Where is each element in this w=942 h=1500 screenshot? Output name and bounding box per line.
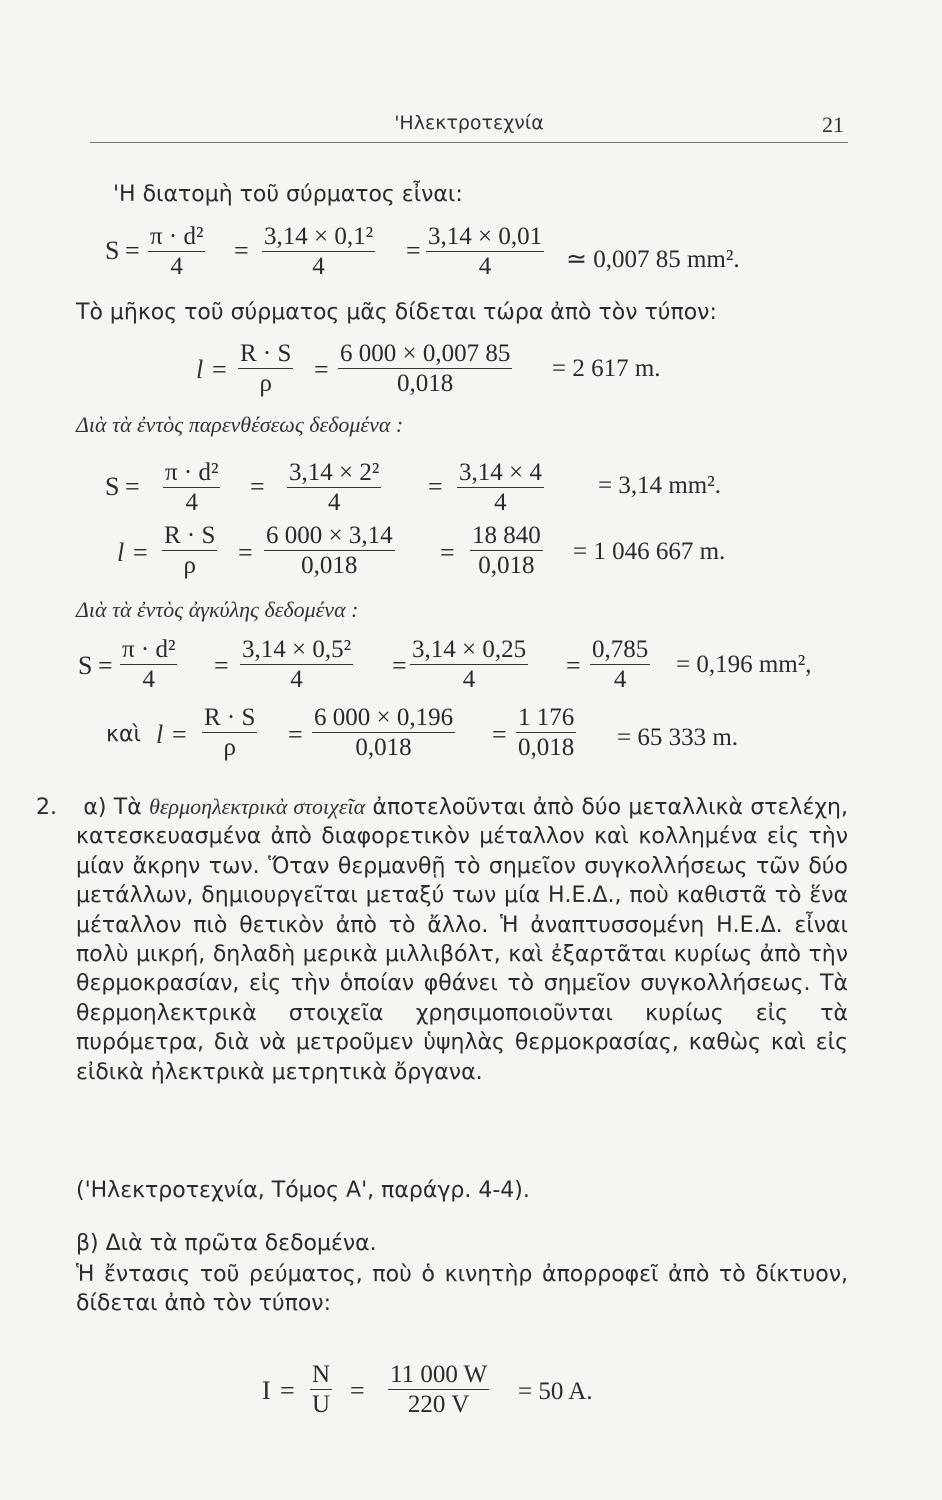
eq-result: = 3,14 mm². [598, 472, 721, 499]
eq-result: = 2 617 m. [552, 355, 661, 382]
eq-lhs: S [105, 236, 120, 265]
parenthesis-data-heading: Διὰ τὰ ἐντὸς παρενθέσεως δεδομένα : [76, 412, 404, 437]
eq-lhs: l [117, 538, 125, 567]
fraction: 3,14 × 4 4 [459, 459, 542, 516]
eq-result: = 65 333 m. [617, 724, 739, 751]
page-number: 21 [822, 112, 844, 137]
length-intro: Τὸ μῆκος τοῦ σύρματος μᾶς δίδεται τώρα ἀπὸ τὸν τύπον: [76, 300, 717, 325]
part-a-term: θερμοηλεκτρικὰ στοιχεῖα [149, 794, 366, 819]
fraction: 6 000 × 0,196 0,018 [314, 704, 454, 761]
eq-lhs: S [78, 651, 93, 680]
page-header [90, 112, 848, 143]
eq-result: = 1 046 667 m. [573, 538, 726, 565]
fraction: π · d² 4 [122, 636, 176, 693]
fraction: R · S ρ [204, 704, 256, 761]
eq-lhs: S [105, 472, 120, 501]
fraction: π · d² 4 [150, 223, 204, 280]
bracket-data-heading: Διὰ τὰ ἐντὸς ἀγκύλης δεδομένα : [76, 597, 359, 622]
fraction: 18 840 0,018 [472, 522, 541, 579]
eq-lhs: l [196, 355, 204, 384]
fraction: 3,14 × 0,1² 4 [264, 223, 374, 280]
fraction: 3,14 × 2² 4 [289, 459, 380, 516]
eq-result: ≃ 0,007 85 mm². [566, 246, 740, 273]
fraction: 3,14 × 0,5² 4 [242, 636, 352, 693]
fraction: R · S ρ [240, 340, 292, 397]
fraction: 11 000 W 220 V [390, 1361, 488, 1418]
part-a-label: α) [83, 795, 107, 820]
eq-result: = 0,196 mm², [676, 651, 812, 678]
fraction: 6 000 × 3,14 0,018 [266, 522, 393, 579]
part-b-heading: β) Διὰ τὰ πρῶτα δεδομένα. [76, 1231, 377, 1256]
fraction: 6 000 × 0,007 85 0,018 [340, 340, 511, 397]
problem-2-part-a [36, 792, 848, 1087]
fraction: 1 176 0,018 [518, 704, 575, 761]
part-a-pre: Τὰ [113, 795, 142, 820]
fraction: 3,14 × 0,01 4 [428, 223, 543, 280]
fraction: 3,14 × 0,25 4 [412, 636, 527, 693]
part-b-body: Ἡ ἔντασις τοῦ ρεύματος, ποὺ ὁ κινητὴρ ἀπορροφεῖ ἀπὸ τὸ δίκτυον, δίδεται ἀπὸ τὸν τύπον: [76, 1262, 848, 1317]
eq-lhs: I [262, 1376, 271, 1405]
fraction: π · d² 4 [165, 459, 219, 516]
fraction: 0,785 4 [592, 636, 649, 693]
part-a-body: ἀποτελοῦνται ἀπὸ δύο μεταλλικὰ στελέχη, κατεσκευασμένα ἀπὸ διαφορετικὸν μέταλλον καὶ κολλημένα εἰς τὴν μίαν ἄκρην των. Ὅταν θερμανθῇ τὸ σημεῖον συγκολλήσεως τῶν δύο μετάλλων, δημιουργεῖται μεταξύ των μία Η.Ε.Δ., ποὺ καθιστᾶ τὸ ἕνα μέταλλον πιὸ θετικὸν ἀπὸ τὸ ἄλλο. Ἡ ἀναπτυσσομένη Η.Ε.Δ. εἶναι πολὺ μικρή, δηλαδὴ μερικὰ μιλλιβόλτ, καὶ ἐξαρτᾶται κυρίως ἀπὸ τὴν θερμοκρασίαν, εἰς τὴν ὁποίαν φθάνει τὸ σημεῖον συγκολλήσεως. Τὰ θερμοηλεκτρικὰ στοιχεῖα χρησιμοποιοῦνται κυρίως εἰς τὰ πυρόμετρα, διὰ νὰ μετροῦμεν ὑψηλὰς θερμοκρασίας, καθὼς καὶ εἰς εἰδικὰ ἠλεκτρικὰ μετρητικὰ ὄργανα. [76, 795, 848, 1085]
cross-section-intro: 'Η διατομὴ τοῦ σύρματος εἶναι: [113, 182, 463, 207]
problem-number: 2. [36, 795, 57, 820]
fraction: R · S ρ [164, 522, 216, 579]
fraction: N U [312, 1361, 331, 1418]
eq-prefix: καὶ [106, 722, 141, 747]
eq-lhs: l [156, 720, 164, 749]
reference: ('Ηλεκτροτεχνία, Τόμος Α', παράγρ. 4-4). [76, 1178, 530, 1203]
running-title: 'Ηλεκτροτεχνία [394, 112, 544, 134]
eq-result: = 50 A. [518, 1378, 593, 1405]
